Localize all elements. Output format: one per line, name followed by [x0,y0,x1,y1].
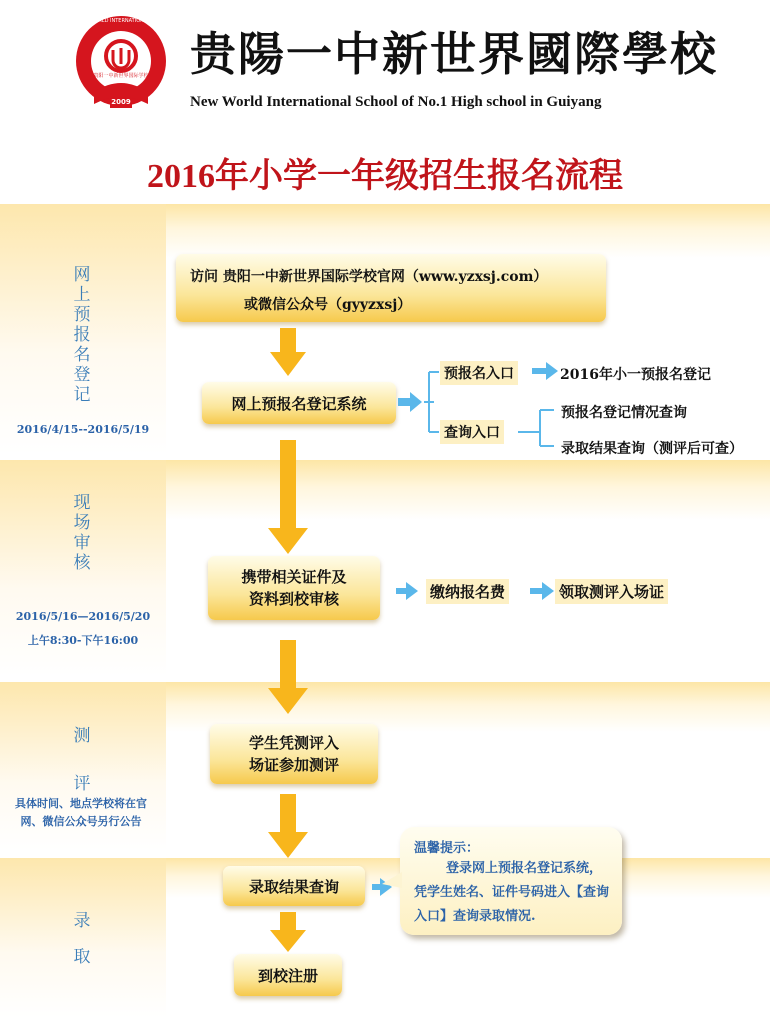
bring-docs-line2: 资料到校审核 [248,590,339,608]
stage-label-online: 网上预报名登记 [73,265,91,405]
logo-ring-text: NEW WORLD INTERNATIONAL SCHOOL [76,18,173,24]
arrow-right-pre [532,362,558,380]
tip-pointer [380,870,404,894]
register-box: 到校注册 [234,954,342,996]
logo-year: 2009 [111,98,131,106]
page-title: 2016年小学一年级招生报名流程 [147,158,623,195]
bring-docs-line1: 携带相关证件及 [241,568,347,586]
stage-label-test: 测评 [73,726,91,794]
arrow-right-system [398,392,422,412]
school-name-cn: 贵陽一中新世界國際學校 [190,27,718,81]
school-name-en: New World International School of No.1 High school in Guiyang [190,94,602,110]
online-system-box: 网上预报名登记系统 [202,382,396,424]
stage-label-onsite: 现场审核 [73,493,91,573]
query-result-box: 录取结果查询 [223,866,365,906]
pre-register-result: 2016年小一预报名登记 [560,367,711,383]
blue-right-arrows [372,362,558,896]
test-line2: 场证参加测评 [248,756,339,774]
stage-date-online: 2016/4/15--2016/5/19 [16,423,150,436]
query-result-1: 预报名登记情况查询 [561,405,687,421]
arrow-down-5 [270,912,306,952]
stage-time-onsite: 上午8:30-下午16:00 [27,634,139,647]
pay-fee-label: 缴纳报名费 [426,579,509,604]
arrow-down-2 [268,440,308,554]
visit-line1: 访问 贵阳一中新世界国际学校官网（www.yzxsj.com） [190,269,548,285]
arrow-down-4 [268,794,308,858]
tip-body: 登录网上预报名登记系统，凭学生姓名、证件号码进入【查询入口】查询录取情况. [414,861,610,924]
test-line1: 学生凭测评入 [248,734,339,752]
orange-down-arrows [268,328,308,952]
arrow-down-3 [268,640,308,714]
arrow-down-1 [270,328,306,376]
arrow-right-docs [396,582,418,600]
query-result-2: 录取结果查询（测评后可查） [561,441,743,457]
connector-lines [424,372,554,446]
tip-box [400,827,622,935]
logo-inner-text: 贵阳一中新世界国际学校 [93,73,149,79]
stage-date-onsite: 2016/5/16—2016/5/20 [15,610,151,623]
tip-title: 温馨提示： [414,841,480,856]
stage-label-admit: 录取 [73,911,91,967]
query-entry: 查询入口 [440,420,504,444]
pre-register-entry: 预报名入口 [440,361,518,385]
visit-line2: 或微信公众号（gyyzxsj） [244,297,412,313]
get-ticket-label: 领取测评入场证 [555,579,668,604]
stage-date-test: 具体时间、地点学校将在官网、微信公众号另行公告 [15,797,147,828]
arrow-right-fee [530,582,554,600]
